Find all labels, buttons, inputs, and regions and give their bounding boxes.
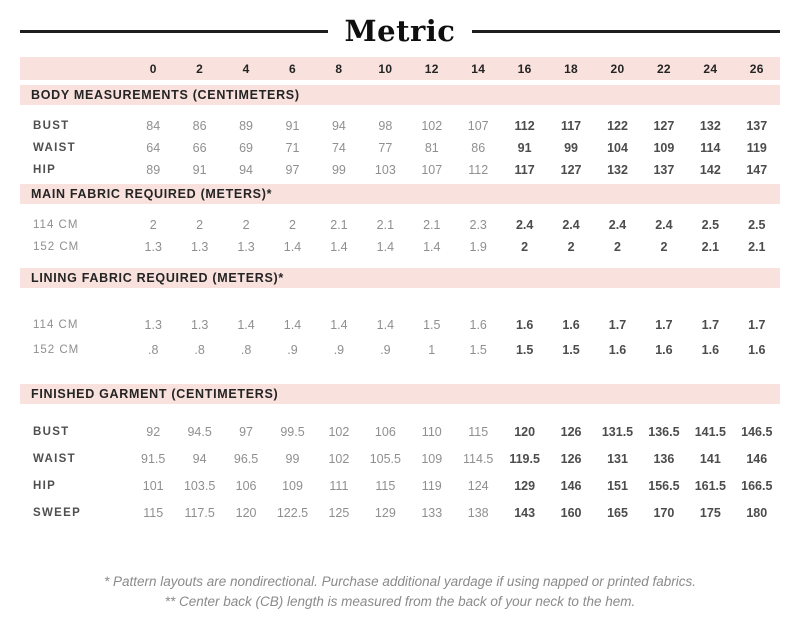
- value-cell: 2.1: [330, 218, 348, 232]
- value-cell: 103: [374, 163, 396, 177]
- value-cell: 127: [560, 163, 582, 177]
- value-cell: 143: [514, 505, 536, 520]
- row-label: 114 CM: [33, 219, 79, 231]
- value-cell: 133: [421, 505, 443, 520]
- row-label: HIP: [33, 164, 57, 176]
- section-rows: [0, 404, 800, 526]
- value-cell: 1.7: [701, 317, 720, 332]
- value-cell: 99.5: [280, 424, 305, 439]
- value-cell: 127: [653, 119, 675, 133]
- value-cell: 141: [699, 451, 721, 466]
- value-cell: 114.5: [463, 451, 494, 466]
- value-cell: 132: [699, 119, 721, 133]
- section-rows: [0, 288, 800, 362]
- value-cell: 77: [378, 141, 393, 155]
- size-column-header: 12: [424, 61, 439, 76]
- value-cell: 102: [328, 451, 350, 466]
- value-cell: 107: [421, 163, 443, 177]
- value-cell: 117: [514, 163, 535, 177]
- section-heading: BODY MEASUREMENTS (CENTIMETERS): [20, 85, 780, 105]
- value-cell: 119.5: [509, 451, 540, 466]
- value-cell: 1: [428, 342, 436, 357]
- value-cell: 96.5: [233, 451, 259, 466]
- size-column-header: 2: [196, 61, 204, 76]
- value-cell: 1.4: [283, 317, 302, 332]
- value-cell: 2.4: [515, 218, 534, 232]
- value-cell: 1.7: [655, 317, 673, 332]
- value-cell: 151: [607, 478, 628, 493]
- footnote-line: * Pattern layouts are nondirectional. Purchase additional yardage if using napped or printed fabrics.: [103, 574, 697, 589]
- value-cell: 99: [285, 451, 300, 466]
- table-row: [20, 137, 780, 159]
- value-cell: 166.5: [741, 478, 773, 493]
- value-cell: 98: [378, 119, 393, 133]
- value-cell: 122: [607, 119, 628, 133]
- value-cell: 136: [653, 451, 675, 466]
- value-cell: 112: [514, 119, 535, 133]
- value-cell: 1.5: [423, 317, 441, 332]
- size-column-header: 6: [289, 61, 296, 76]
- size-column-header: 26: [749, 61, 764, 76]
- title-bar: [0, 5, 800, 57]
- section-rows: [0, 105, 800, 181]
- value-cell: 137: [653, 163, 675, 177]
- value-cell: .8: [147, 342, 159, 357]
- value-cell: 2.1: [701, 240, 720, 254]
- value-cell: 115: [143, 505, 164, 520]
- value-cell: 91: [192, 163, 207, 177]
- value-cell: 1.7: [748, 317, 766, 332]
- value-cell: 94: [331, 119, 346, 133]
- value-cell: 91: [285, 119, 300, 133]
- value-cell: 132: [607, 163, 628, 177]
- value-cell: 119: [421, 478, 442, 493]
- size-column-header: 8: [335, 61, 343, 76]
- value-cell: 126: [560, 424, 582, 439]
- row-label: WAIST: [33, 452, 76, 465]
- value-cell: 122.5: [276, 505, 309, 520]
- value-cell: 89: [146, 163, 161, 177]
- value-cell: 126: [560, 451, 582, 466]
- table-row: [20, 214, 780, 236]
- value-cell: 97: [239, 424, 254, 439]
- value-cell: 1.4: [376, 317, 395, 332]
- table-section: [0, 384, 800, 526]
- table-row: [20, 499, 780, 526]
- row-label: 152 CM: [33, 241, 80, 253]
- footnotes: [0, 572, 800, 612]
- size-column-header: 14: [471, 61, 486, 76]
- value-cell: 1.5: [469, 342, 487, 357]
- value-cell: .8: [194, 342, 205, 357]
- value-cell: 1.6: [701, 342, 720, 357]
- row-label: 152 CM: [33, 343, 80, 356]
- value-cell: 91: [517, 141, 532, 155]
- value-cell: 2: [660, 240, 668, 254]
- value-cell: 146: [746, 451, 768, 466]
- size-column-header: 10: [378, 61, 393, 76]
- page-title: Metric: [344, 14, 456, 48]
- value-cell: 71: [285, 141, 300, 155]
- value-cell: .9: [287, 342, 298, 357]
- value-cell: 146: [560, 478, 582, 493]
- value-cell: 124: [467, 478, 489, 493]
- value-cell: 112: [468, 163, 489, 177]
- value-cell: 111: [329, 478, 349, 493]
- value-cell: 1.6: [748, 342, 766, 357]
- size-column-header: 16: [517, 61, 532, 76]
- value-cell: 102: [328, 424, 350, 439]
- value-cell: 180: [746, 505, 768, 520]
- value-cell: 2.1: [376, 218, 395, 232]
- table-row: [20, 159, 780, 181]
- value-cell: 109: [421, 451, 443, 466]
- title-rule-right: [472, 30, 780, 33]
- value-cell: 2: [614, 240, 621, 254]
- table-section: [0, 85, 800, 181]
- value-cell: 84: [146, 119, 161, 133]
- value-cell: 102: [421, 119, 443, 133]
- size-column-header: 20: [610, 61, 625, 76]
- value-cell: 117.5: [184, 505, 215, 520]
- value-cell: 106: [235, 478, 257, 493]
- value-cell: 1.3: [190, 317, 209, 332]
- value-cell: 119: [746, 141, 767, 155]
- size-column-header: 4: [242, 61, 250, 76]
- title-rule-left: [20, 30, 328, 33]
- value-cell: 125: [328, 505, 350, 520]
- value-cell: 1.3: [144, 317, 162, 332]
- value-cell: 1.4: [330, 317, 348, 332]
- value-cell: 2.4: [562, 218, 580, 232]
- size-column-header: 22: [656, 61, 671, 76]
- table-row: [20, 337, 780, 362]
- value-cell: 81: [424, 141, 439, 155]
- value-cell: 137: [746, 119, 768, 133]
- value-cell: .9: [333, 342, 345, 357]
- value-cell: 115: [468, 424, 489, 439]
- value-cell: 1.6: [562, 317, 580, 332]
- value-cell: 156.5: [648, 478, 680, 493]
- value-cell: 1.4: [376, 240, 395, 254]
- value-cell: 103.5: [183, 478, 216, 493]
- value-cell: 2.4: [608, 218, 627, 232]
- value-cell: 142: [699, 163, 721, 177]
- value-cell: 2.4: [655, 218, 673, 232]
- footnote-line: ** Center back (CB) length is measured from the back of your neck to the hem.: [164, 594, 636, 609]
- value-cell: 69: [239, 141, 254, 155]
- size-column-header: 24: [703, 61, 718, 76]
- value-cell: .8: [240, 342, 252, 357]
- section-heading: FINISHED GARMENT (CENTIMETERS): [20, 384, 780, 404]
- value-cell: 2: [521, 240, 529, 254]
- value-cell: 161.5: [694, 478, 726, 493]
- value-cell: 109: [282, 478, 303, 493]
- value-cell: 1.5: [562, 342, 580, 357]
- table-row: [20, 312, 780, 337]
- value-cell: 89: [239, 119, 254, 133]
- row-label: HIP: [33, 479, 57, 492]
- table-row: [20, 472, 780, 499]
- value-cell: 1.6: [515, 317, 534, 332]
- size-header-row: [20, 57, 780, 80]
- value-cell: 1.3: [144, 240, 162, 254]
- value-cell: 99: [564, 141, 579, 155]
- value-cell: 109: [653, 141, 675, 155]
- value-cell: 131: [607, 451, 628, 466]
- value-cell: 117: [560, 119, 582, 133]
- value-cell: 91.5: [141, 451, 166, 466]
- value-cell: 92: [146, 424, 161, 439]
- value-cell: 106: [374, 424, 396, 439]
- value-cell: 2.5: [748, 218, 766, 232]
- value-cell: 141.5: [694, 424, 726, 439]
- value-cell: 74: [331, 141, 346, 155]
- value-cell: 115: [375, 478, 396, 493]
- table-section: [0, 268, 800, 362]
- value-cell: 170: [653, 505, 675, 520]
- value-cell: 1.4: [423, 240, 441, 254]
- value-cell: 136.5: [648, 424, 680, 439]
- value-cell: 101: [142, 478, 164, 493]
- value-cell: 1.6: [655, 342, 673, 357]
- value-cell: 146.5: [741, 424, 773, 439]
- value-cell: 138: [467, 505, 489, 520]
- row-label: SWEEP: [33, 506, 82, 519]
- value-cell: 2: [242, 218, 250, 232]
- value-cell: 94.5: [187, 424, 212, 439]
- value-cell: 1.4: [283, 240, 302, 254]
- value-cell: 147: [746, 163, 768, 177]
- value-cell: 1.3: [237, 240, 255, 254]
- table-row: [20, 236, 780, 258]
- row-label: 114 CM: [33, 318, 79, 331]
- row-label: BUST: [33, 425, 70, 438]
- value-cell: 105.5: [369, 451, 401, 466]
- section-rows: [0, 204, 800, 258]
- table-row: [20, 418, 780, 445]
- value-cell: 129: [374, 505, 396, 520]
- value-cell: 1.9: [469, 240, 487, 254]
- value-cell: 120: [514, 424, 536, 439]
- value-cell: 1.6: [608, 342, 627, 357]
- table-section: [0, 184, 800, 258]
- value-cell: 107: [467, 119, 489, 133]
- value-cell: 64: [146, 141, 161, 155]
- value-cell: 1.4: [330, 240, 348, 254]
- value-cell: 94: [239, 163, 254, 177]
- value-cell: 1.6: [469, 317, 487, 332]
- value-cell: 1.3: [190, 240, 209, 254]
- row-label: WAIST: [33, 142, 76, 154]
- value-cell: 120: [235, 505, 257, 520]
- value-cell: 2: [149, 218, 157, 232]
- value-cell: 2.3: [469, 218, 487, 232]
- value-cell: 66: [192, 141, 207, 155]
- size-column-header: 18: [564, 61, 579, 76]
- value-cell: 86: [471, 141, 486, 155]
- value-cell: 104: [607, 141, 628, 155]
- value-cell: 99: [331, 163, 346, 177]
- value-cell: 165: [607, 505, 628, 520]
- value-cell: 86: [192, 119, 207, 133]
- value-cell: 2.1: [423, 218, 441, 232]
- section-heading: MAIN FABRIC REQUIRED (METERS)*: [20, 184, 780, 204]
- value-cell: 114: [700, 141, 721, 155]
- value-cell: 94: [192, 451, 207, 466]
- value-cell: 1.4: [237, 317, 255, 332]
- value-cell: 1.7: [608, 317, 627, 332]
- value-cell: 2: [196, 218, 204, 232]
- table-row: [20, 115, 780, 137]
- value-cell: 1.5: [515, 342, 534, 357]
- value-cell: 131.5: [601, 424, 634, 439]
- value-cell: 2.5: [701, 218, 720, 232]
- value-cell: 110: [421, 424, 442, 439]
- value-cell: 2: [289, 218, 296, 232]
- table-sections: [0, 85, 800, 526]
- value-cell: 160: [560, 505, 582, 520]
- value-cell: 175: [699, 505, 721, 520]
- section-heading: LINING FABRIC REQUIRED (METERS)*: [20, 268, 780, 288]
- table-row: [20, 445, 780, 472]
- value-cell: 97: [285, 163, 300, 177]
- value-cell: 129: [514, 478, 536, 493]
- row-label: BUST: [33, 120, 70, 132]
- value-cell: .9: [380, 342, 391, 357]
- value-cell: 2.1: [748, 240, 766, 254]
- size-column-header: 0: [149, 61, 157, 76]
- value-cell: 2: [567, 240, 575, 254]
